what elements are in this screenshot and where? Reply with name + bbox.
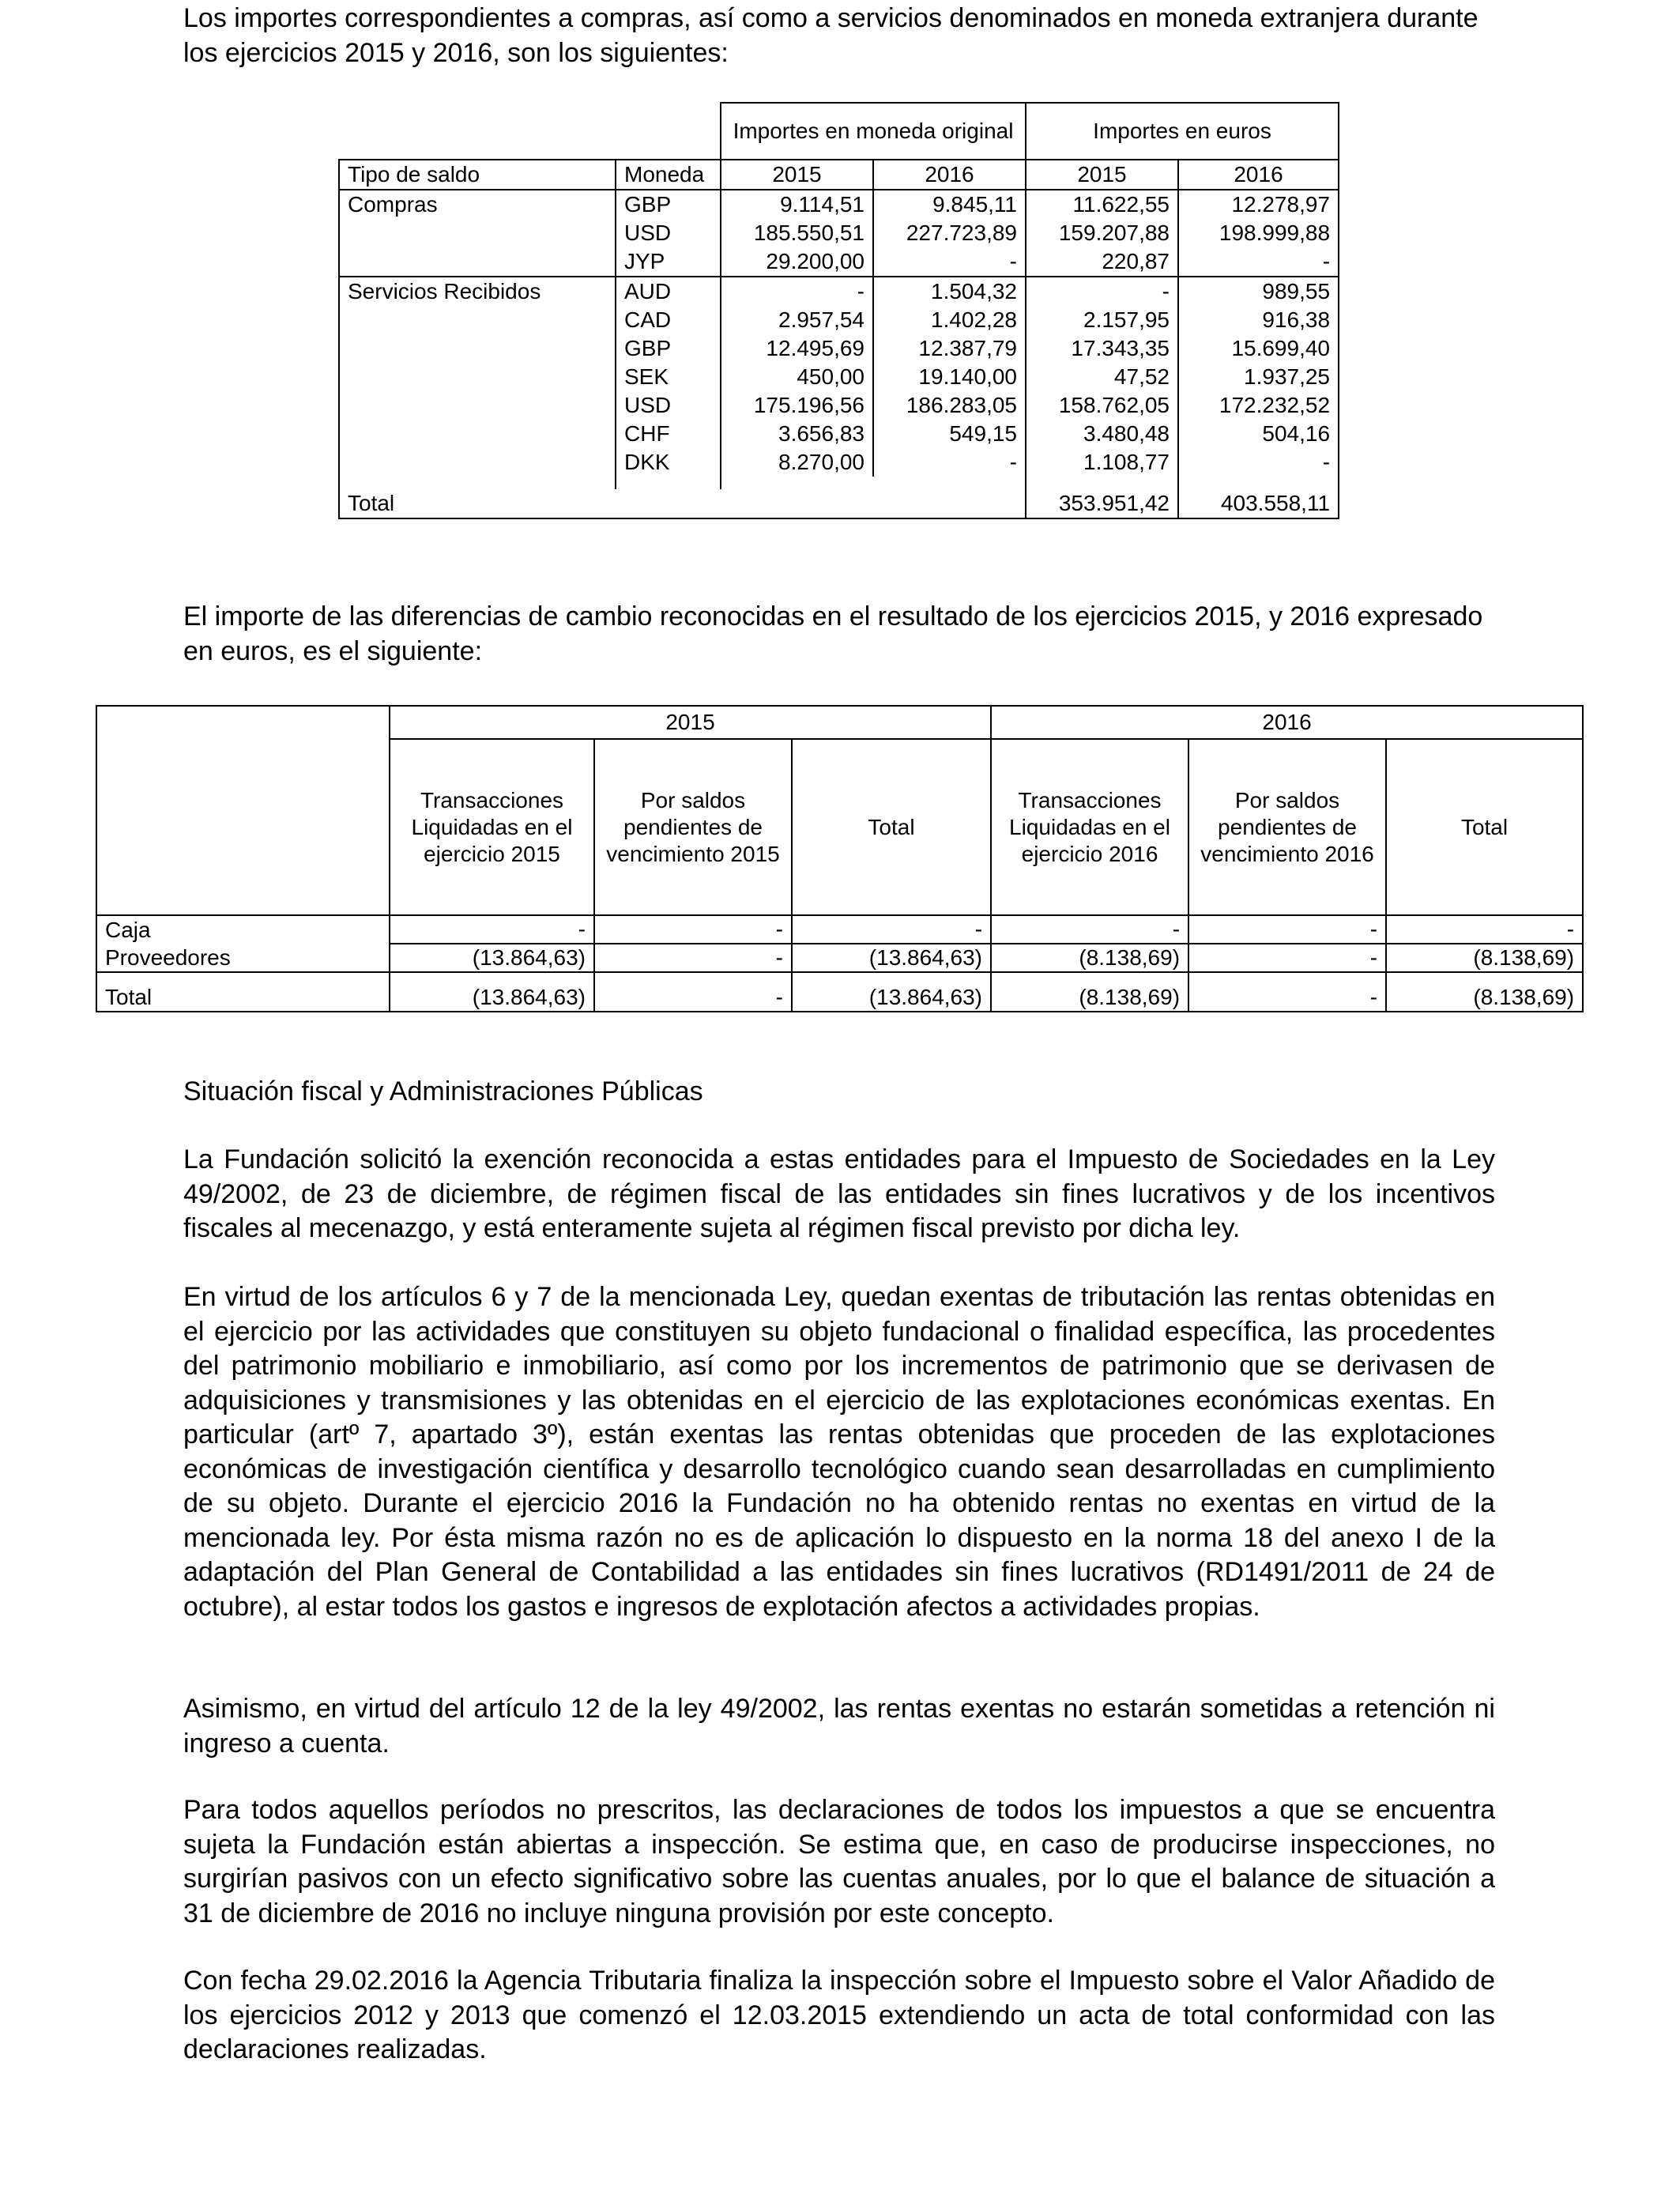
amount-cell: - <box>1026 277 1178 306</box>
amount-cell: 185.550,51 <box>721 219 873 247</box>
table-row <box>339 306 1339 334</box>
empty-cell <box>873 477 1026 489</box>
empty-cell <box>616 477 721 489</box>
empty-cell <box>96 972 390 984</box>
intro-paragraph-1: Los importes correspondientes a compras, así como a servicios denominados en moneda extranjera durante los ejercicios 2015 y 2016, son los siguientes: <box>183 3 1478 68</box>
currency-code: GBP <box>616 190 721 219</box>
empty-cell <box>339 103 616 160</box>
amount-cell: (8.138,69) <box>1386 944 1583 972</box>
header-row <box>339 103 1339 160</box>
amount-cell: 12.495,69 <box>721 334 873 363</box>
amount-cell: 549,15 <box>873 420 1026 448</box>
empty-cell <box>339 448 616 477</box>
header-row <box>339 160 1339 190</box>
amount-cell: 175.196,56 <box>721 391 873 420</box>
row-label: Caja <box>96 915 390 944</box>
amount-cell: 198.999,88 <box>1178 219 1339 247</box>
total-amount: (13.864,63) <box>390 984 594 1012</box>
empty-cell <box>594 972 792 984</box>
empty-cell <box>616 103 721 160</box>
amount-cell: 2.157,95 <box>1026 306 1178 334</box>
amount-cell: - <box>1188 915 1386 944</box>
paragraph-exemption: La Fundación solicitó la exención reconocida a estas entidades para el Impuesto de Sociedades en la Ley 49/2002, de 23 de diciembre, de régimen fiscal de las entidades sin fines lucrativos y de los incentivos fiscales al mecenazgo, y está enteramente sujeta al régimen fiscal previsto por dicha ley. <box>183 1144 1495 1243</box>
currency-code: GBP <box>616 334 721 363</box>
amount-cell: - <box>594 915 792 944</box>
total-row <box>339 489 1339 518</box>
column-header: Por saldos pendientes de vencimiento 2015 <box>594 739 792 915</box>
total-label: Total <box>339 489 1026 518</box>
amount-cell: 1.504,32 <box>873 277 1026 306</box>
column-header-year: 2016 <box>873 160 1026 190</box>
empty-cell <box>339 477 616 489</box>
amount-cell: 1.108,77 <box>1026 448 1178 477</box>
column-header: Total <box>1386 739 1583 915</box>
empty-cell <box>1026 477 1178 489</box>
empty-cell <box>96 706 390 739</box>
empty-cell <box>390 972 594 984</box>
amount-cell: 11.622,55 <box>1026 190 1178 219</box>
currency-code: CHF <box>616 420 721 448</box>
foreign-currency-table <box>338 102 1339 519</box>
column-header-year: 2015 <box>1026 160 1178 190</box>
year-header-2015: 2015 <box>390 706 991 739</box>
amount-cell: 15.699,40 <box>1178 334 1339 363</box>
column-header: Transacciones Liquidadas en el ejercicio 2016 <box>991 739 1188 915</box>
empty-cell <box>339 363 616 391</box>
column-header: Transacciones Liquidadas en el ejercicio 2015 <box>390 739 594 915</box>
empty-cell <box>1386 972 1583 984</box>
amount-cell: - <box>721 277 873 306</box>
amount-cell: 504,16 <box>1178 420 1339 448</box>
amount-cell: 3.656,83 <box>721 420 873 448</box>
amount-cell: 227.723,89 <box>873 219 1026 247</box>
currency-code: SEK <box>616 363 721 391</box>
amount-cell: 450,00 <box>721 363 873 391</box>
empty-cell <box>792 972 991 984</box>
amount-cell: 12.278,97 <box>1178 190 1339 219</box>
row-label: Proveedores <box>96 944 390 972</box>
currency-code: USD <box>616 391 721 420</box>
currency-code: JYP <box>616 247 721 277</box>
total-row <box>96 984 1583 1012</box>
table-row <box>339 219 1339 247</box>
amount-cell: (8.138,69) <box>991 944 1188 972</box>
amount-cell: - <box>594 944 792 972</box>
group-label: Servicios Recibidos <box>339 277 616 306</box>
total-amount: (8.138,69) <box>991 984 1188 1012</box>
amount-cell: 989,55 <box>1178 277 1339 306</box>
amount-cell: 1.937,25 <box>1178 363 1339 391</box>
amount-cell: 1.402,28 <box>873 306 1026 334</box>
amount-cell: (13.864,63) <box>390 944 594 972</box>
amount-cell: 9.845,11 <box>873 190 1026 219</box>
amount-cell: (13.864,63) <box>792 944 991 972</box>
empty-cell <box>339 247 616 277</box>
column-header: Por saldos pendientes de vencimiento 2016 <box>1188 739 1386 915</box>
amount-cell: 47,52 <box>1026 363 1178 391</box>
amount-cell: 220,87 <box>1026 247 1178 277</box>
column-header-moneda: Moneda <box>616 160 721 190</box>
amount-cell: 8.270,00 <box>721 448 873 477</box>
amount-cell: 19.140,00 <box>873 363 1026 391</box>
total-label: Total <box>96 984 390 1012</box>
table-row <box>339 391 1339 420</box>
empty-cell <box>339 219 616 247</box>
column-header: Total <box>792 739 991 915</box>
amount-cell: - <box>1178 247 1339 277</box>
paragraph-articles: En virtud de los artículos 6 y 7 de la mencionada Ley, quedan exentas de tributación las rentas obtenidas en el ejercicio por las actividades que constituyen su objeto fundacional o finalidad específica, las procedentes del patrimonio mobiliario e inmobiliario, así como por los incrementos de patrimonio que se derivasen de adquisiciones y transmisiones y las obtenidas en el ejercicio de las explotaciones económicas exentas. En particular (artº 7, apartado 3º), están exentas las rentas obtenidas que proceden de las explotaciones económicas de investigación científica y desarrollo tecnológico cuando sean desarrolladas en cumplimiento de su objeto. Durante el ejercicio 2016 la Fundación no ha obtenido rentas no exentas en virtud de la mencionada ley. Por ésta misma razón no es de aplicación lo dispuesto en la norma 18 del anexo I de la adaptación del Plan General de Contabilidad a las entidades sin fines lucrativos (RD1491/2011 de 24 de octubre), al estar todos los gastos e ingresos de explotación afectos a actividades propias. <box>183 1282 1495 1622</box>
year-header-row <box>96 706 1583 739</box>
amount-cell: 12.387,79 <box>873 334 1026 363</box>
total-amount: (13.864,63) <box>792 984 991 1012</box>
table-row <box>339 247 1339 277</box>
year-header-2016: 2016 <box>991 706 1583 739</box>
amount-cell: 2.957,54 <box>721 306 873 334</box>
amount-cell: 3.480,48 <box>1026 420 1178 448</box>
total-amount: - <box>594 984 792 1012</box>
amount-cell: - <box>390 915 594 944</box>
column-header-year: 2015 <box>721 160 873 190</box>
spacer-row <box>96 972 1583 984</box>
amount-cell: 186.283,05 <box>873 391 1026 420</box>
amount-cell: - <box>873 247 1026 277</box>
amount-cell: 9.114,51 <box>721 190 873 219</box>
amount-cell: 159.207,88 <box>1026 219 1178 247</box>
empty-cell <box>339 391 616 420</box>
empty-cell <box>1178 477 1339 489</box>
currency-code: CAD <box>616 306 721 334</box>
spacer-row <box>339 477 1339 489</box>
table-row <box>339 190 1339 219</box>
table-row <box>96 944 1583 972</box>
total-amount: - <box>1188 984 1386 1012</box>
amount-cell: - <box>991 915 1188 944</box>
amount-cell: - <box>1178 448 1339 477</box>
amount-cell: 158.762,05 <box>1026 391 1178 420</box>
amount-cell: 17.343,35 <box>1026 334 1178 363</box>
table-row <box>339 448 1339 477</box>
currency-code: DKK <box>616 448 721 477</box>
header-original-currency: Importes en moneda original <box>721 103 1026 160</box>
header-euros: Importes en euros <box>1026 103 1339 160</box>
table-row <box>339 334 1339 363</box>
paragraph-inspection: Para todos aquellos períodos no prescritos, las declaraciones de todos los impuestos a que se encuentra sujeta la Fundación están abiertas a inspección. Se estima que, en caso de producirse inspecciones, no surgirían pasivos con un efecto significativo sobre las cuentas anuales, por lo que el balance de situación a 31 de diciembre de 2016 no incluye ninguna provisión por este concepto. <box>183 1795 1495 1928</box>
empty-cell <box>1188 972 1386 984</box>
total-euros-2015: 353.951,42 <box>1026 489 1178 518</box>
amount-cell: - <box>1386 915 1583 944</box>
column-header-year: 2016 <box>1178 160 1339 190</box>
table-row <box>339 363 1339 391</box>
intro-paragraph-2: El importe de las diferencias de cambio reconocidas en el resultado de los ejercicios 2015, y 2016 expresado en euros, es el siguiente: <box>183 601 1483 666</box>
empty-cell <box>991 972 1188 984</box>
paragraph-retention: Asimismo, en virtud del artículo 12 de la ley 49/2002, las rentas exentas no estarán sometidas a retención ni ingreso a cuenta. <box>183 1694 1495 1759</box>
table-row <box>339 420 1339 448</box>
empty-cell <box>721 477 873 489</box>
amount-cell: - <box>792 915 991 944</box>
total-euros-2016: 403.558,11 <box>1178 489 1339 518</box>
amount-cell: 172.232,52 <box>1178 391 1339 420</box>
currency-code: AUD <box>616 277 721 306</box>
table-row <box>96 915 1583 944</box>
section-title: Situación fiscal y Administraciones Públicas <box>183 1076 703 1106</box>
amount-cell: - <box>1188 944 1386 972</box>
column-header-row <box>96 739 1583 915</box>
table-row <box>339 277 1339 306</box>
amount-cell: 916,38 <box>1178 306 1339 334</box>
empty-cell <box>339 334 616 363</box>
empty-cell <box>339 306 616 334</box>
amount-cell: - <box>873 448 1026 477</box>
empty-cell <box>339 420 616 448</box>
empty-cell <box>96 739 390 915</box>
column-header-tipo: Tipo de saldo <box>339 160 616 190</box>
amount-cell: 29.200,00 <box>721 247 873 277</box>
exchange-differences-table <box>96 705 1584 1012</box>
group-label: Compras <box>339 190 616 219</box>
paragraph-vat: Con fecha 29.02.2016 la Agencia Tributaria finaliza la inspección sobre el Impuesto sobre el Valor Añadido de los ejercicios 2012 y 2013 que comenzó el 12.03.2015 extendiendo un acta de total conformidad con las declaraciones realizadas. <box>183 1966 1495 2064</box>
currency-code: USD <box>616 219 721 247</box>
total-amount: (8.138,69) <box>1386 984 1583 1012</box>
